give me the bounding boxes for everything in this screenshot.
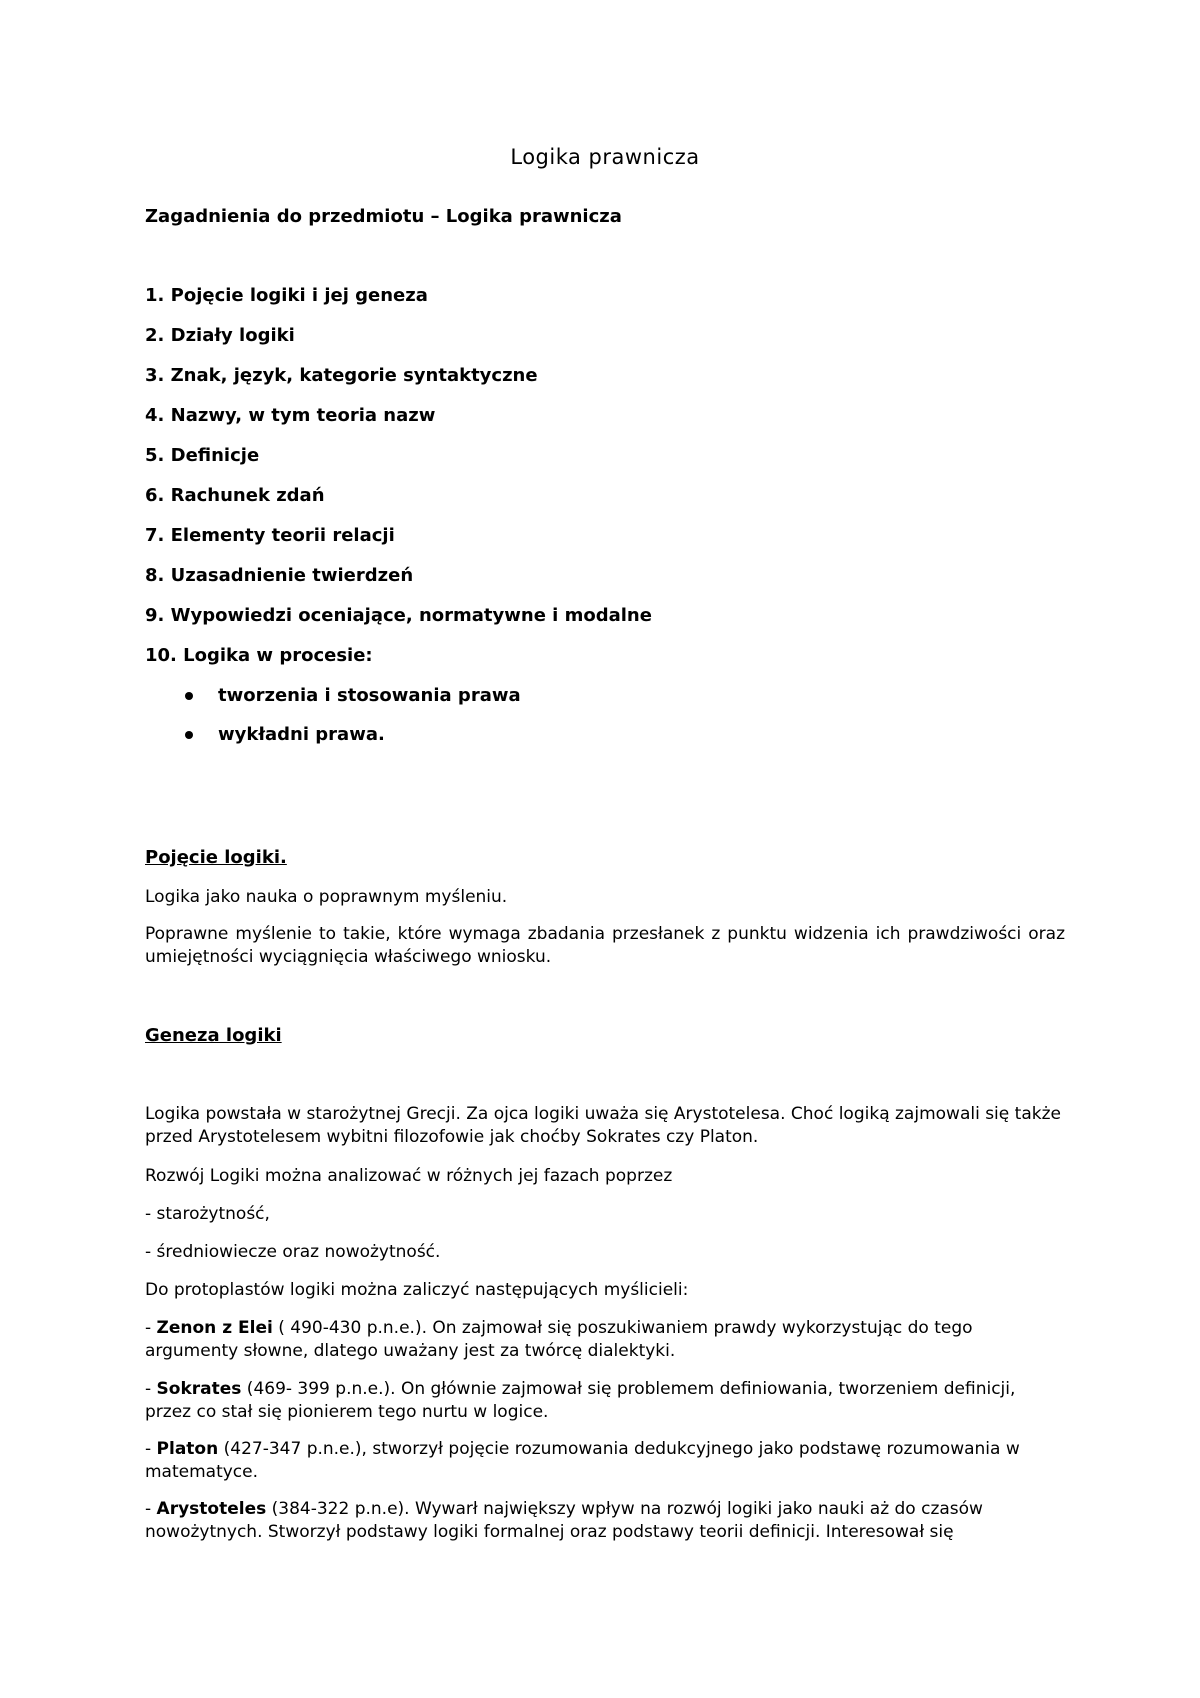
topic-item: 8. Uzasadnienie twierdzeń — [145, 565, 414, 586]
thinker-text: (469- 399 p.n.e.). On głównie zajmował się problemem definiowania, tworzeniem definicji, przez co stał się pionierem tego nurtu w logice. — [145, 1379, 1016, 1422]
document-subtitle: Zagadnienia do przedmiotu – Logika prawnicza — [145, 206, 622, 227]
subtopic-item — [145, 725, 521, 764]
section-heading-pojecie: Pojęcie logiki. — [145, 847, 287, 868]
topics-list — [145, 286, 652, 686]
thinker-text: (384-322 p.n.e). Wywarł największy wpływ na rozwój logiki jako nauki aż do czasów nowożytnych. Stworzył podstawy logiki formalnej oraz podstawy teorii definicji. Interesował się — [145, 1499, 983, 1542]
subtopic-label: wykładni prawa. — [218, 724, 385, 745]
paragraph: Poprawne myślenie to takie, które wymaga zbadania przesłanek z punktu widzenia ich prawdziwości oraz umiejętności wyciągnięcia właściwego wniosku. — [145, 924, 1065, 967]
thinker-name: Platon — [156, 1439, 219, 1459]
topic-item: 10. Logika w procesie: — [145, 645, 373, 666]
thinker-paragraph — [145, 1438, 1065, 1484]
thinker-prefix: - — [145, 1439, 157, 1459]
thinker-prefix: - — [145, 1318, 157, 1338]
topic-item: 2. Działy logiki — [145, 325, 295, 346]
subtopics-list — [145, 686, 521, 764]
topic-item: 3. Znak, język, kategorie syntaktyczne — [145, 365, 538, 386]
paragraph: Logika powstała w starożytnej Grecji. Za ojca logiki uważa się Arystotelesa. Choć logiką zajmowali się także przed Arystotelesem wybitni filozofowie jak choćby Sokrates czy Platon. — [145, 1104, 1061, 1147]
paragraph: - starożytność, — [145, 1204, 270, 1224]
bullet-icon — [185, 692, 193, 700]
thinker-text: ( 490-430 p.n.e.). On zajmował się poszukiwaniem prawdy wykorzystując do tego argumenty słowne, dlatego uważany jest za twórcę dialektyki. — [145, 1318, 973, 1361]
paragraph: Logika jako nauka o poprawnym myśleniu. — [145, 887, 508, 907]
bullet-icon — [185, 731, 193, 739]
paragraph: Rozwój Logiki można analizować w różnych jej fazach poprzez — [145, 1166, 673, 1186]
subtopic-item — [145, 686, 521, 725]
paragraph: Do protoplastów logiki można zaliczyć następujących myślicieli: — [145, 1280, 689, 1300]
thinker-paragraph — [145, 1317, 1065, 1363]
topic-item: 9. Wypowiedzi oceniające, normatywne i modalne — [145, 605, 652, 626]
topic-item: 1. Pojęcie logiki i jej geneza — [145, 285, 428, 306]
thinker-paragraph — [145, 1378, 1065, 1424]
section-heading-geneza: Geneza logiki — [145, 1025, 282, 1046]
thinker-paragraph — [145, 1498, 1065, 1544]
thinker-name: Zenon z Elei — [156, 1318, 273, 1338]
thinker-prefix: - — [145, 1379, 157, 1399]
thinker-name: Sokrates — [156, 1379, 242, 1399]
topic-item: 7. Elementy teorii relacji — [145, 525, 395, 546]
thinker-text: (427-347 p.n.e.), stworzył pojęcie rozumowania dedukcyjnego jako podstawę rozumowania w matematyce. — [145, 1439, 1020, 1482]
topic-item: 4. Nazwy, w tym teoria nazw — [145, 405, 436, 426]
paragraph: - średniowiecze oraz nowożytność. — [145, 1242, 441, 1262]
thinker-prefix: - — [145, 1499, 157, 1519]
subtopic-label: tworzenia i stosowania prawa — [218, 685, 521, 706]
topic-item: 5. Definicje — [145, 445, 260, 466]
topic-item: 6. Rachunek zdań — [145, 485, 325, 506]
document-title: Logika prawnicza — [510, 145, 700, 169]
thinker-name: Arystoteles — [156, 1499, 267, 1519]
